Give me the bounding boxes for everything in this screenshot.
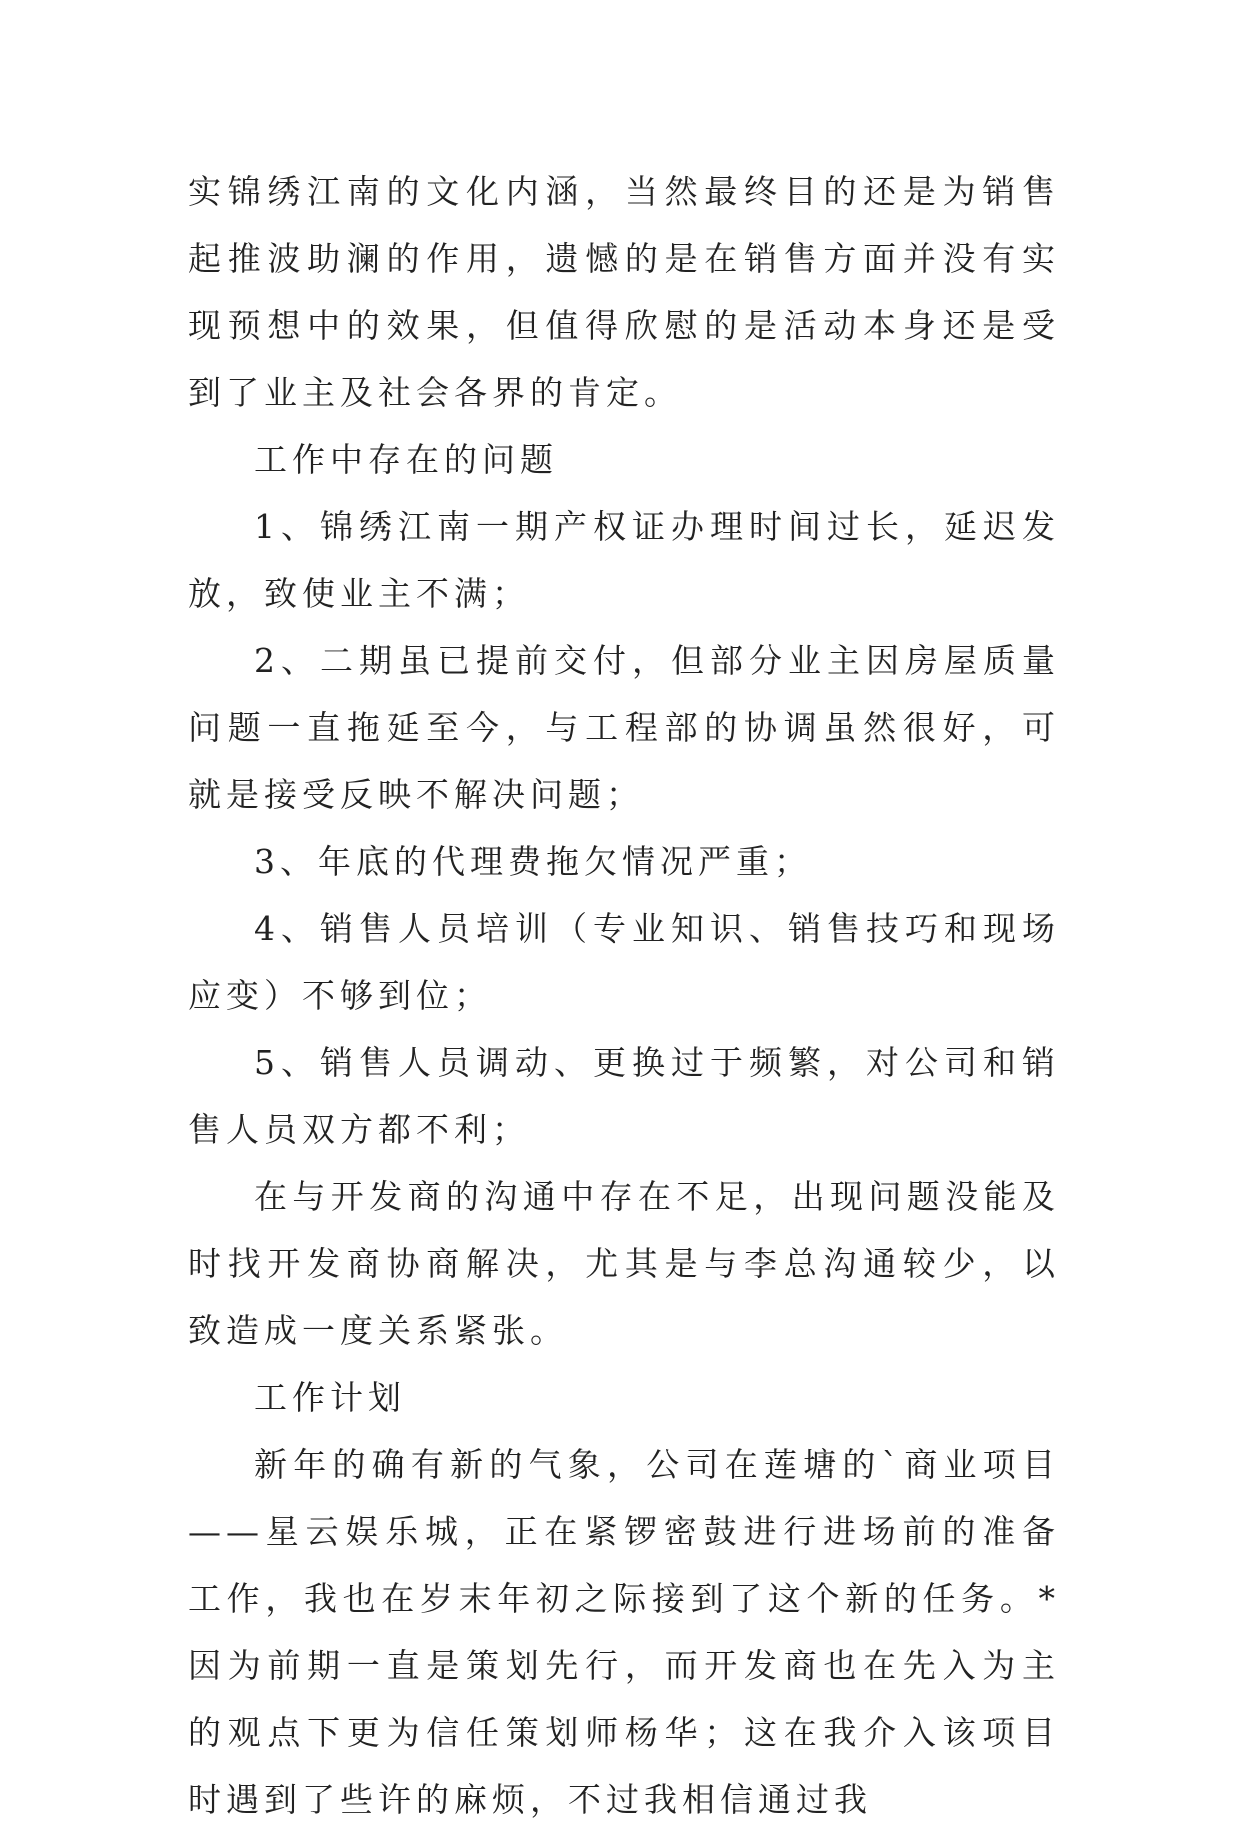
paragraph-communication: 在与开发商的沟通中存在不足，出现问题没能及时找开发商协商解决，尤其是与李总沟通较少，以致造成一度关系紧张。 — [188, 1177, 1060, 1350]
paragraph-intro-continuation: 实锦绣江南的文化内涵，当然最终目的还是为销售起推波助澜的作用，遗憾的是在销售方面并没有实现预想中的效果，但值得欣慰的是活动本身还是受到了业主及社会各界的肯定。 — [188, 172, 1060, 412]
problem-item-5: 5、销售人员调动、更换过于频繁，对公司和销售人员双方都不利； — [188, 1043, 1060, 1149]
problem-item-2: 2、二期虽已提前交付，但部分业主因房屋质量问题一直拖延至今，与工程部的协调虽然很好，可就是接受反映不解决问题； — [188, 641, 1060, 814]
section-heading-problems: 工作中存在的问题 — [254, 440, 558, 479]
problem-item-1: 1、锦绣江南一期产权证办理时间过长，延迟发放，致使业主不满； — [188, 507, 1060, 613]
document-body — [188, 158, 1060, 1833]
problem-item-4: 4、销售人员培训（专业知识、销售技巧和现场应变）不够到位； — [188, 909, 1060, 1015]
section-heading-plan: 工作计划 — [254, 1378, 406, 1417]
paragraph-new-year-plan: 新年的确有新的气象，公司在莲塘的`商业项目——星云娱乐城，正在紧锣密鼓进行进场前的准备工作，我也在岁末年初之际接到了这个新的任务。*因为前期一直是策划先行，而开发商也在先入为主的观点下更为信任策划师杨华；这在我介入该项目时遇到了些许的麻烦，不过我相信通过我 — [188, 1445, 1060, 1819]
problem-item-3: 3、年底的代理费拖欠情况严重； — [254, 842, 812, 881]
